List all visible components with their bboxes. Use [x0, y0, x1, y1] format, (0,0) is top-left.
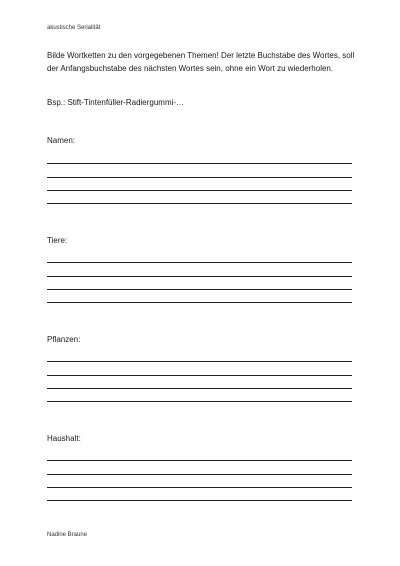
answer-line[interactable]	[47, 163, 352, 164]
answer-line[interactable]	[47, 388, 352, 389]
section-label-tiere: Tiere:	[47, 236, 68, 245]
answer-line[interactable]	[47, 276, 352, 277]
answer-line[interactable]	[47, 302, 352, 303]
section-label-haushalt: Haushalt:	[47, 434, 81, 443]
page-header: akustische Serialität	[47, 25, 101, 31]
answer-line[interactable]	[47, 361, 352, 362]
answer-line[interactable]	[47, 401, 352, 402]
answer-line[interactable]	[47, 177, 352, 178]
instructions-text: Bilde Wortketten zu den vorgegebenen Themen! Der letzte Buchstabe des Wortes, soll der Anfangsbuchstabe des nächsten Wortes sein, ohne ein Wort zu wiederholen.	[47, 51, 355, 73]
answer-line[interactable]	[47, 474, 352, 475]
answer-line[interactable]	[47, 203, 352, 204]
section-label-namen: Namen:	[47, 136, 76, 145]
answer-line[interactable]	[47, 262, 352, 263]
answer-line[interactable]	[47, 487, 352, 488]
answer-line[interactable]	[47, 500, 352, 501]
answer-line[interactable]	[47, 190, 352, 191]
answer-line[interactable]	[47, 375, 352, 376]
answer-line[interactable]	[47, 289, 352, 290]
answer-line[interactable]	[47, 460, 352, 461]
section-label-pflanzen: Pflanzen:	[47, 335, 81, 344]
page-footer-author: Nadine Braune	[47, 532, 88, 538]
example-text: Bsp.: Stift-Tintenfüller-Radiergummi-…	[47, 98, 185, 107]
